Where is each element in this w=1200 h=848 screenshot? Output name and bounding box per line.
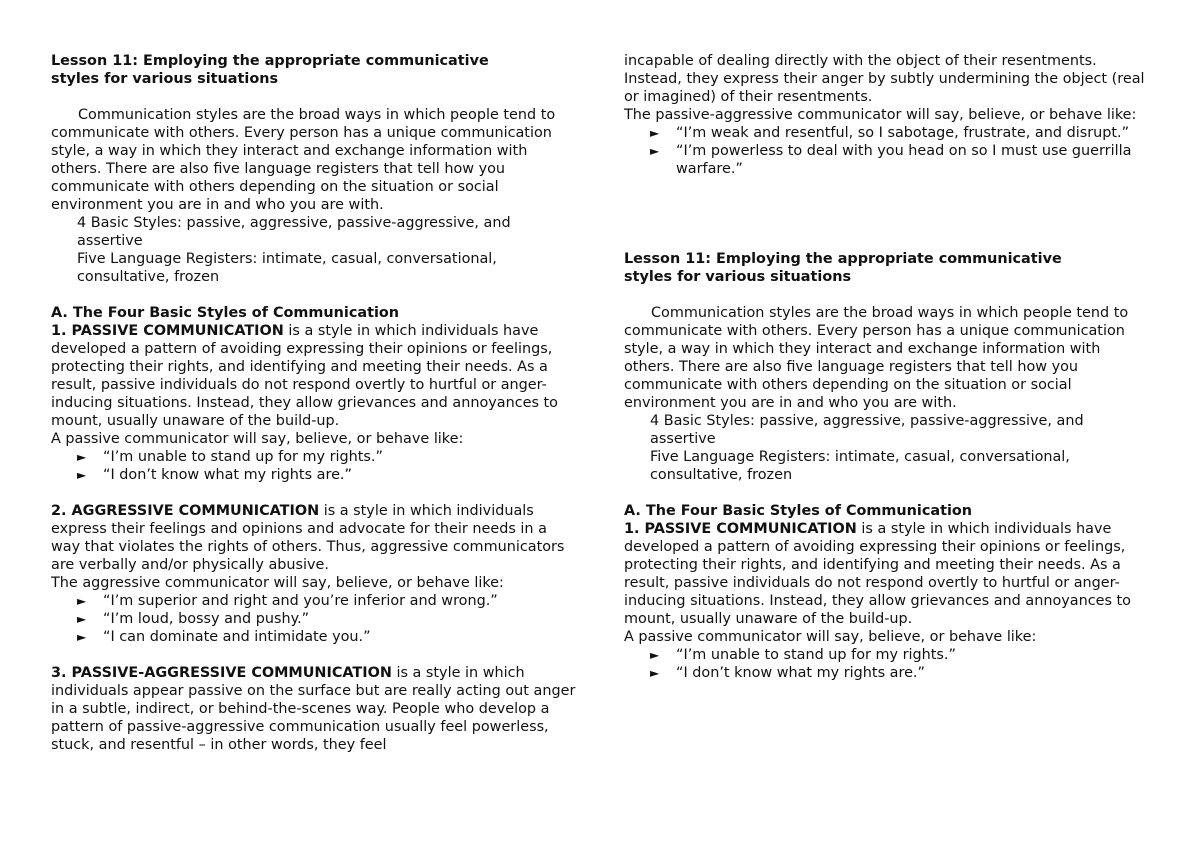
passive-heading: 1. PASSIVE COMMUNICATION <box>51 323 284 339</box>
passive-paragraph <box>51 322 579 430</box>
passive-aggressive-continued: incapable of dealing directly with the object of their resentments. Instead, they express their anger by subtly undermining the object (real or imagined) of their resentments. <box>624 53 1145 105</box>
passive-aggressive-list <box>624 124 1152 178</box>
list-item: ► “I don’t know what my rights are.” <box>650 665 925 681</box>
passive-heading: 1. PASSIVE COMMUNICATION <box>624 521 857 537</box>
lesson-title <box>51 52 579 88</box>
lesson-title-line1: Lesson 11: Employing the appropriate communicative <box>624 251 1062 267</box>
list-item: ► “I’m unable to stand up for my rights.” <box>650 647 956 663</box>
arrow-bullet-icon: ► <box>650 648 660 662</box>
list-item: ► “I’m unable to stand up for my rights.” <box>77 449 383 465</box>
aggressive-paragraph <box>51 502 579 574</box>
passive-list <box>51 448 579 484</box>
intro-paragraph: Communication styles are the broad ways in which people tend to communicate with others. Every person has a unique communication style, a way in which they interact and exchange information with others. There are also five language registers that tell how you communicate with others depending on the situation or social environment you are in and who you are with. <box>624 305 1129 411</box>
arrow-bullet-icon: ► <box>77 468 87 482</box>
arrow-bullet-icon: ► <box>77 450 87 464</box>
basic-styles-line: 4 Basic Styles: passive, aggressive, passive-aggressive, and assertive <box>650 413 1084 447</box>
list-item: ► “I can dominate and intimidate you.” <box>77 629 371 645</box>
section-a-heading: A. The Four Basic Styles of Communication <box>624 503 973 519</box>
passive-aggressive-text: is a style in which individuals appear passive on the surface but are really acting out anger in a subtle, indirect, or behind-the-scenes way. People who develop a pattern of passive-aggressive communication usually feel powerless, stuck, and resentful – in other words, they feel <box>51 665 576 753</box>
arrow-bullet-icon: ► <box>650 126 660 140</box>
lesson-title-line2: styles for various situations <box>51 71 279 87</box>
arrow-bullet-icon: ► <box>77 594 87 608</box>
lesson-title-line2: styles for various situations <box>624 269 852 285</box>
aggressive-text: is a style in which individuals express their feelings and opinions and advocate for their needs in a way that violates the rights of others. Thus, aggressive communicators are verbally and/or physically abusive. <box>51 503 565 573</box>
passive-text: is a style in which individuals have developed a pattern of avoiding expressing their opinions or feelings, protecting their rights, and identifying and meeting their needs. As a result, passive individuals do not respond overtly to hurtful or anger-inducing situations. Instead, they allow grievances and annoyances to mount, usually unaware of the build-up. <box>624 521 1131 627</box>
list-item: ► “I’m powerless to deal with you head on so I must use guerrilla warfare.” <box>650 143 1132 177</box>
registers-line: Five Language Registers: intimate, casual, conversational, consultative, frozen <box>77 251 497 285</box>
list-item: ► “I’m weak and resentful, so I sabotage, frustrate, and disrupt.” <box>650 125 1130 141</box>
passive-say-line: A passive communicator will say, believe, or behave like: <box>51 431 464 447</box>
intro-paragraph: Communication styles are the broad ways in which people tend to communicate with others. Every person has a unique communication style, a way in which they interact and exchange information with others. There are also five language registers that tell how you communicate with others depending on the situation or social environment you are in and who you are with. <box>51 107 556 213</box>
lesson-title-repeat <box>624 250 1152 286</box>
passive-aggressive-paragraph <box>51 664 579 754</box>
registers-line: Five Language Registers: intimate, casual, conversational, consultative, frozen <box>650 449 1070 483</box>
right-column <box>624 52 1152 682</box>
left-column <box>51 52 579 754</box>
passive-aggressive-say-line: The passive-aggressive communicator will say, believe, or behave like: <box>624 107 1137 123</box>
arrow-bullet-icon: ► <box>650 666 660 680</box>
lesson-title-line1: Lesson 11: Employing the appropriate communicative <box>51 53 489 69</box>
passive-aggressive-heading: 3. PASSIVE-AGGRESSIVE COMMUNICATION <box>51 665 392 681</box>
basic-styles-line: 4 Basic Styles: passive, aggressive, passive-aggressive, and assertive <box>77 215 511 249</box>
arrow-bullet-icon: ► <box>77 630 87 644</box>
arrow-bullet-icon: ► <box>77 612 87 626</box>
passive-paragraph <box>624 520 1152 628</box>
passive-say-line: A passive communicator will say, believe, or behave like: <box>624 629 1037 645</box>
arrow-bullet-icon: ► <box>650 144 660 158</box>
passive-list <box>624 646 1152 682</box>
aggressive-list <box>51 592 579 646</box>
aggressive-say-line: The aggressive communicator will say, believe, or behave like: <box>51 575 504 591</box>
aggressive-heading: 2. AGGRESSIVE COMMUNICATION <box>51 503 320 519</box>
list-item: ► “I’m superior and right and you’re inferior and wrong.” <box>77 593 498 609</box>
list-item: ► “I don’t know what my rights are.” <box>77 467 352 483</box>
section-a-heading: A. The Four Basic Styles of Communication <box>51 305 400 321</box>
passive-text: is a style in which individuals have developed a pattern of avoiding expressing their opinions or feelings, protecting their rights, and identifying and meeting their needs. As a result, passive individuals do not respond overtly to hurtful or anger-inducing situations. Instead, they allow grievances and annoyances to mount, usually unaware of the build-up. <box>51 323 558 429</box>
list-item: ► “I’m loud, bossy and pushy.” <box>77 611 310 627</box>
